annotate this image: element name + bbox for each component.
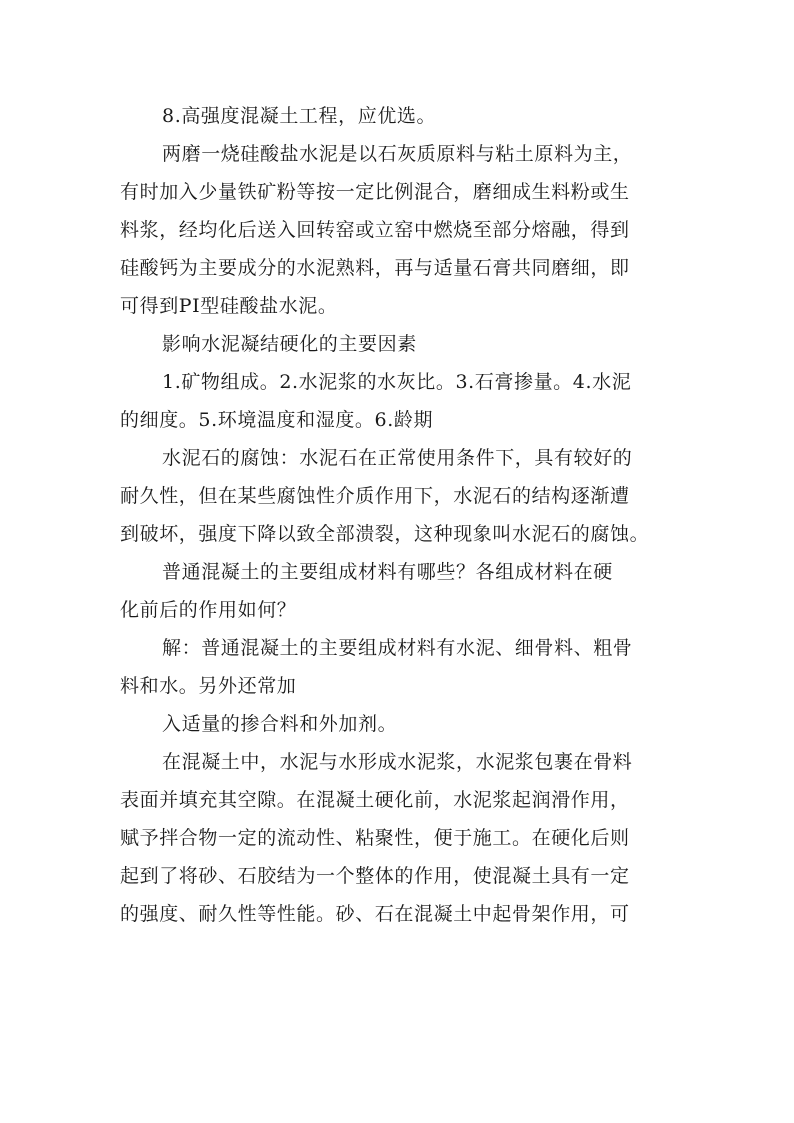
text-line: 8.高强度混凝土工程，应优选。 — [162, 105, 437, 127]
text-line: 1.矿物组成。2.水泥浆的水灰比。3.石膏掺量。4.水泥 — [162, 371, 632, 393]
text-line: 到破坏，强度下降以致全部溃裂，这种现象叫水泥石的腐蚀。 — [120, 523, 650, 545]
question-line: 化前后的作用如何？ — [120, 599, 297, 621]
text-line: 可得到PI型硅酸盐水泥。 — [120, 295, 338, 317]
text-line: 表面并填充其空隙。在混凝土硬化前，水泥浆起润滑作用， — [120, 789, 630, 811]
body-text — [120, 97, 680, 933]
text-line: 起到了将砂、石胶结为一个整体的作用，使混凝土具有一定 — [120, 865, 630, 887]
section-heading: 影响水泥凝结硬化的主要因素 — [162, 333, 417, 355]
text-line: 赋予拌合物一定的流动性、粘聚性，便于施工。在硬化后则 — [120, 827, 630, 849]
answer-line: 料和水。另外还常加 — [120, 675, 297, 697]
text-line: 的强度、耐久性等性能。砂、石在混凝土中起骨架作用，可 — [120, 903, 630, 925]
question-line: 普通混凝土的主要组成材料有哪些？各组成材料在硬 — [162, 561, 613, 583]
answer-line: 入适量的掺合料和外加剂。 — [162, 713, 398, 735]
answer-line: 解：普通混凝土的主要组成材料有水泥、细骨料、粗骨 — [162, 637, 633, 659]
text-line: 水泥石的腐蚀：水泥石在正常使用条件下，具有较好的 — [162, 447, 633, 469]
text-line: 两磨一烧硅酸盐水泥是以石灰质原料与粘土原料为主， — [162, 143, 633, 165]
text-line: 在混凝土中，水泥与水形成水泥浆，水泥浆包裹在骨料 — [162, 751, 633, 773]
text-line: 的细度。5.环境温度和湿度。6.龄期 — [120, 409, 434, 431]
text-line: 耐久性，但在某些腐蚀性介质作用下，水泥石的结构逐渐遭 — [120, 485, 630, 507]
text-line: 料浆，经均化后送入回转窑或立窑中燃烧至部分熔融，得到 — [120, 219, 630, 241]
text-line: 硅酸钙为主要成分的水泥熟料，再与适量石膏共同磨细，即 — [120, 257, 630, 279]
text-line: 有时加入少量铁矿粉等按一定比例混合，磨细成生料粉或生 — [120, 181, 630, 203]
